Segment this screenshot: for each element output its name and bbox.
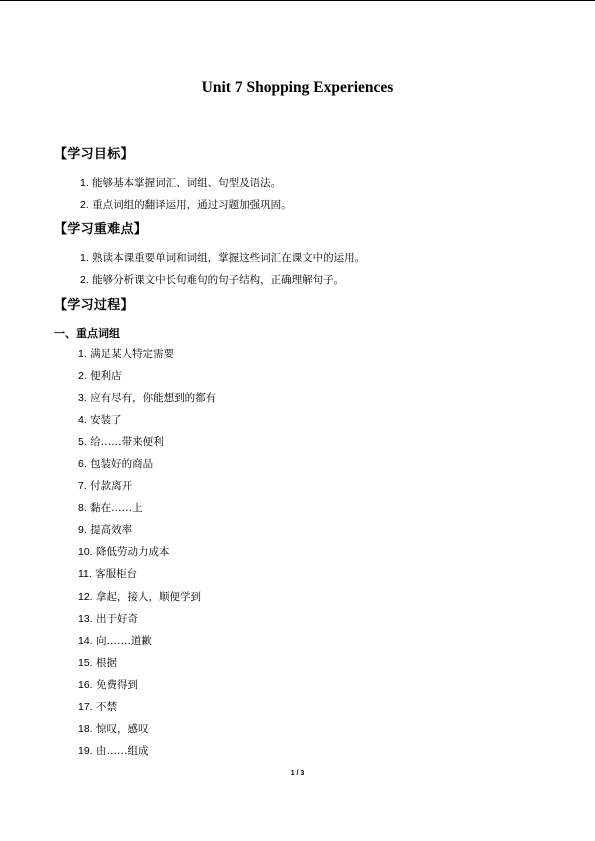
phrase-number: 17. [78,700,93,713]
phrase-item [78,434,216,456]
phrase-list [78,346,216,765]
phrase-text: 客服柜台 [95,568,138,581]
key-point-item [80,272,344,287]
phrase-item [78,500,216,522]
phrase-item [78,721,216,743]
phrase-item [78,566,216,588]
key-point-text: 能够分析课文中长句难句的句子结构，正确理解句子。 [92,274,345,286]
phrase-text: 根据 [95,656,117,669]
phrase-text: 降低劳动力成本 [95,546,170,559]
phrase-number: 13. [78,612,93,625]
phrase-number: 11. [78,568,92,581]
phrase-item [78,346,216,368]
phrase-number: 6. [78,458,87,471]
top-border-line [0,0,595,1]
phrase-number: 19. [78,744,93,757]
phrase-text: 提高效率 [90,524,133,537]
phrase-text: 包装好的商品 [90,458,154,471]
goal-item-text: 重点词组的翻译运用，通过习题加强巩固。 [92,199,292,211]
goal-item-text: 能够基本掌握词汇、词组、句型及语法。 [92,177,282,189]
document-title: Unit 7 Shopping Experiences [201,79,394,96]
phrase-text: 便利店 [90,370,122,383]
phrase-text: 安装了 [90,414,122,427]
phrase-item [78,368,216,390]
phrase-item [78,677,216,699]
phrase-number: 18. [78,722,93,735]
key-point-item [80,250,365,265]
phrase-number: 7. [78,480,87,493]
key-point-number: 1. [80,252,89,264]
phrase-text: 惊叹，感叹 [95,722,149,735]
phrase-number: 14. [78,634,93,647]
phrase-item [78,633,216,655]
phrase-text: 应有尽有，你能想到的都有 [90,392,217,405]
phrase-number: 5. [78,436,87,449]
phrase-item [78,544,216,566]
phrase-item [78,390,216,412]
section-heading-key-points: 【学习重难点】 [54,222,148,237]
phrase-text: 免费得到 [95,678,138,691]
goal-item [80,175,281,190]
page-number: 1 / 3 [290,770,305,777]
phrase-item [78,743,216,765]
phrase-number: 1. [78,348,87,360]
phrase-number: 2. [78,370,87,383]
key-point-text: 熟读本课重要单词和词组，掌握这些词汇在课文中的运用。 [92,252,366,264]
phrase-item [78,456,216,478]
phrase-number: 4. [78,414,87,427]
goal-item [80,197,292,212]
phrase-item [78,589,216,611]
section-heading-learning-process: 【学习过程】 [54,298,134,313]
key-point-number: 2. [80,274,89,286]
phrase-number: 12. [78,590,93,603]
phrase-text: 黏在……上 [90,502,143,515]
phrase-number: 3. [78,392,87,405]
phrase-item [78,478,216,500]
phrase-item [78,412,216,434]
phrase-text: 付款离开 [90,480,133,493]
phrase-item [78,699,216,721]
goal-item-number: 1. [80,177,89,189]
section-heading-learning-goals: 【学习目标】 [54,147,134,162]
goal-item-number: 2. [80,199,89,211]
phrase-text: 向…….道歉 [95,634,152,647]
subheading-key-phrases: 一、重点词组 [54,327,120,340]
phrase-number: 8. [78,502,87,515]
phrase-item [78,655,216,677]
phrase-text: 给……带来便利 [90,436,164,449]
phrase-item [78,611,216,633]
phrase-text: 满足某人特定需要 [90,348,175,360]
phrase-text: 出于好奇 [95,612,138,625]
phrase-item [78,522,216,544]
phrase-number: 16. [78,678,93,691]
phrase-text: 拿起，接人，顺便学到 [95,590,201,603]
phrase-number: 15. [78,656,93,669]
phrase-number: 9. [78,524,87,537]
phrase-text: 由……组成 [95,744,149,757]
phrase-number: 10. [78,546,93,559]
phrase-text: 不禁 [95,700,117,713]
